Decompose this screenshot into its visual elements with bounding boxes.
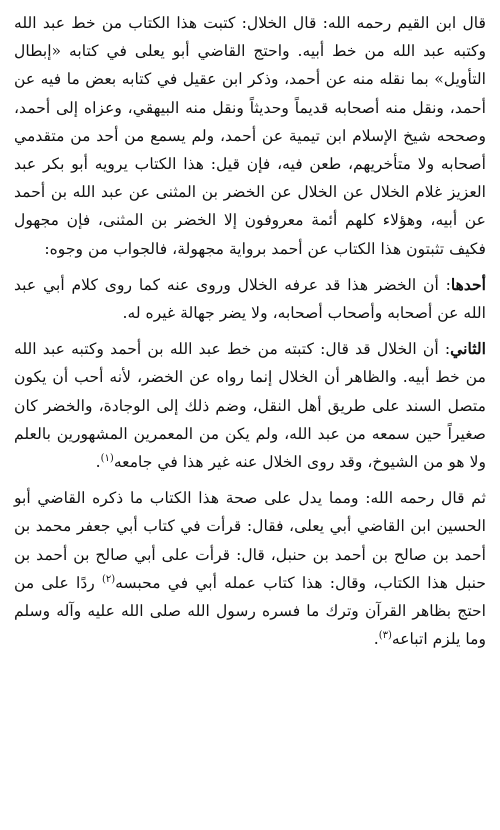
paragraph-abu-alhusayn-report — [14, 484, 486, 653]
paragraph-first-answer — [14, 271, 486, 327]
answer-lead-word: الثاني — [450, 339, 486, 359]
paragraph-text: ثم قال رحمه الله: ومما يدل على صحة هذا الكتاب ما ذكره القاضي أبو الحسين ابن القاضي أبي يعلى، فقال: قرأت في كتاب أبي جعفر محمد بن أحمد بن صالح بن أحمد بن حنبل، قال: قرأت على أبي صالح بن أحمد بن حنبل هذا الكتاب، وقال: هذا كتاب عمله أبي في محبسه — [14, 489, 486, 592]
footnote-marker: (١) — [100, 452, 114, 464]
footnote-marker: (٣) — [378, 630, 392, 642]
paragraph-text: : أن الخضر هذا قد عرفه الخلال وروى عنه كما روى كلام أبي عبد الله عن أصحابه وأصحاب أصحابه، ولا يضر جهالة غيره له. — [14, 275, 486, 323]
footnote-marker: (٢) — [101, 573, 116, 585]
paragraph-second-answer — [14, 335, 486, 476]
paragraph-text-continued: ردًا على من احتج بظاهر القرآن وترك ما فسره رسول الله صلى الله عليه وآله وسلم وما يلزم اتباعه — [14, 573, 486, 649]
paragraph-text-end: . — [373, 630, 379, 649]
paragraph-text-end: . — [95, 453, 101, 472]
paragraph-text: : أن الخلال قد قال: كتبته من خط عبد الله بن أحمد وكتبه عبد الله من خط أبيه. والظاهر أن الخلال إنما رواه عن الخضر، لأنه أحب أن يكون متصل السند على طريق أهل النقل، وضم ذلك إلى الوجادة، والخضر كان صغيراً حين سمعه من عبد الله، ولم يكن من المعمرين المشهورين بالعلم ولا هو من الشيوخ، وقد روى الخلال عنه غير هذا في جامعه — [14, 340, 486, 472]
paragraph-text: قال ابن القيم رحمه الله: قال الخلال: كتبت هذا الكتاب من خط عبد الله وكتبه عبد الله من خط أبيه. واحتج القاضي أبو يعلى في كتابه «إبطال التأويل» بما نقله منه عن أحمد، وذكر ابن عقيل في كتابه بعض ما فيه عن أحمد، ونقل منه أصحابه قديماً وحديثاً ونقل منه البيهقي، وعزاه إلى أحمد، وصححه شيخ الإسلام ابن تيمية عن أحمد، ولم يسمع من أحد من متقدمي أصحابه ولا متأخريهم، طعن فيه، فإن قيل: هذا الكتاب يرويه أبو بكر عبد العزيز غلام الخلال عن الخلال عن الخضر بن المثنى عن عبد الله بن أحمد عن أبيه، وهؤلاء كلهم أئمة معروفون إلا الخضر بن المثنى، فإن مجهول فكيف تثبتون هذا الكتاب عن أحمد برواية مجهولة، فالجواب من وجوه: — [14, 14, 486, 258]
answer-lead-word: أحدها — [450, 274, 486, 294]
paragraph-ibn-alqayyim-quote — [14, 9, 486, 263]
